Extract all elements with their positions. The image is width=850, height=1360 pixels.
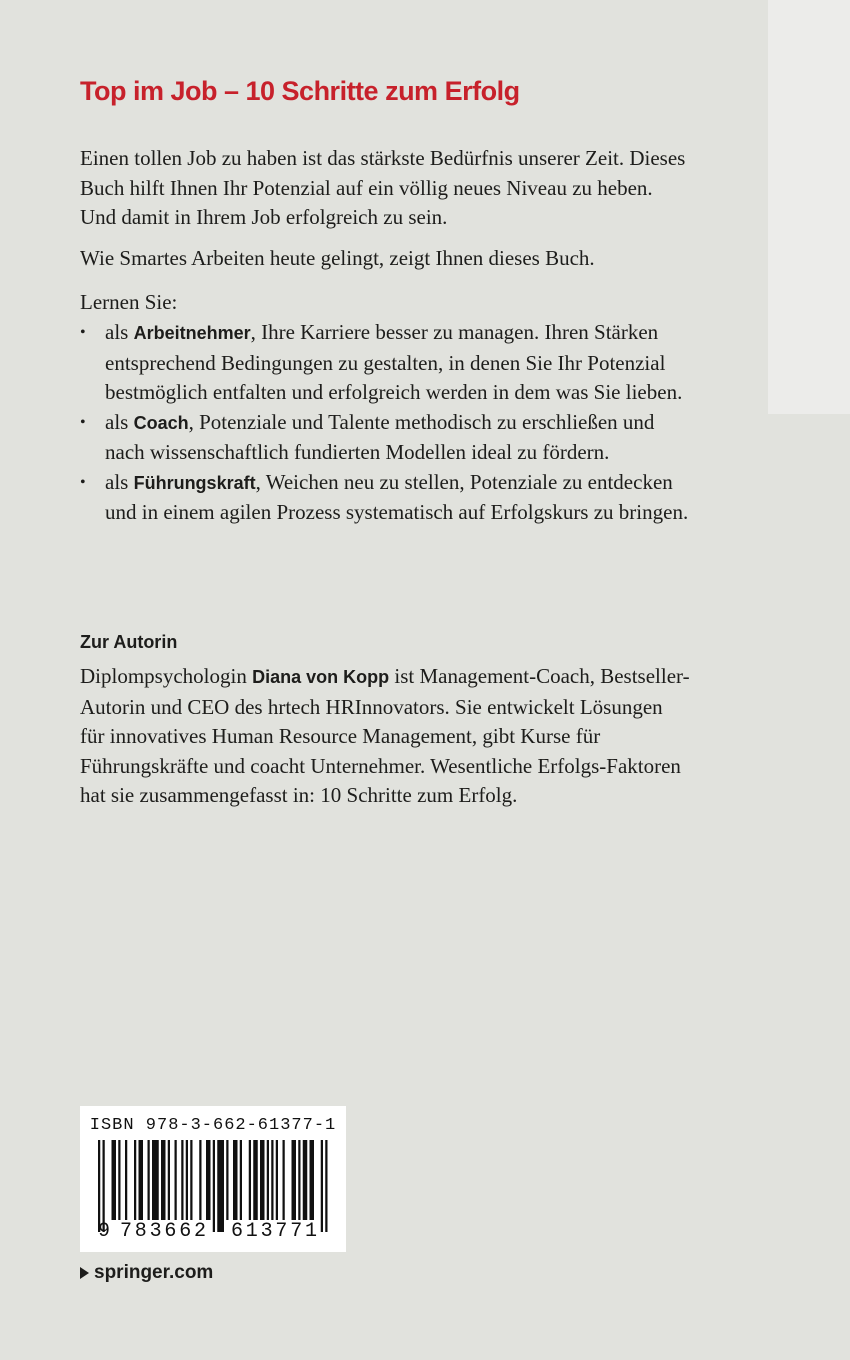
barcode-bar <box>134 1140 136 1220</box>
barcode-bar <box>283 1140 285 1220</box>
book-title: Top im Job – 10 Schritte zum Erfolg <box>80 76 520 106</box>
barcode-bar <box>217 1140 224 1232</box>
barcode-bars <box>98 1140 328 1232</box>
publisher-link[interactable] <box>80 1262 213 1284</box>
bullet-icon: • <box>80 413 86 431</box>
triangle-arrow-icon <box>80 1267 89 1279</box>
barcode-bar <box>260 1140 265 1220</box>
list-item: • als Arbeitnehmer, Ihre Karriere besser zu managen. Ihren Stärken entsprechend Bedingungen zu gestalten, in denen Sie Ihr Potenzial bestmöglich entfalten und erfolgreich werden in dem was Sie lieben. <box>80 320 683 404</box>
author-bio: Diplompsychologin Diana von Kopp ist Management-Coach, Bestseller-Autorin und CEO des hrtech HRInnovators. Sie entwickelt Lösungen für innovatives Human Resource Management, gibt Kurse für Führungskräfte und coacht Unternehmer. Wesentliche Erfolgs-Faktoren hat sie zusammengefasst in: 10 Schritte zum Erfolg. <box>80 664 690 807</box>
barcode-first-digit: 9 <box>98 1220 111 1243</box>
list-item: • als Führungskraft, Weichen neu zu stellen, Potenziale zu entdecken und in einem agilen Prozess systematisch auf Erfolgskurs zu bringen. <box>80 469 689 524</box>
role-label: Arbeitnehmer <box>133 323 251 343</box>
barcode-bar <box>125 1140 127 1220</box>
barcode-bar <box>298 1140 300 1220</box>
barcode-bar <box>139 1140 144 1220</box>
barcode-bar <box>271 1140 273 1220</box>
learn-heading: Lernen Sie: <box>80 290 178 314</box>
barcode-bar <box>226 1140 228 1220</box>
role-label: Führungskraft <box>133 472 256 493</box>
barcode-bar <box>98 1140 100 1232</box>
barcode-bar <box>292 1140 297 1220</box>
barcode-bar <box>325 1140 327 1232</box>
list-item: • als Coach, Potenziale und Talente methodisch zu erschließen und nach wissenschaftlich fundierten Modellen ideal zu fördern. <box>80 409 655 464</box>
barcode-bar <box>321 1140 323 1232</box>
barcode-bar <box>310 1140 315 1220</box>
barcode-bar <box>161 1140 166 1220</box>
role-label: Coach <box>133 412 189 433</box>
barcode-bar <box>233 1140 238 1220</box>
barcode-bar <box>152 1140 159 1220</box>
barcode-bar <box>206 1140 211 1220</box>
barcode-left-digits: 783662 <box>120 1220 209 1243</box>
barcode-bar <box>253 1140 258 1220</box>
barcode-bar <box>186 1140 188 1220</box>
barcode-bar <box>148 1140 150 1220</box>
barcode-bar <box>276 1140 278 1220</box>
barcode-bar <box>249 1140 251 1220</box>
benefit-list <box>80 318 690 528</box>
isbn-label: ISBN 978-3-662-61377-1 <box>89 1116 337 1135</box>
barcode-bar <box>103 1140 105 1232</box>
barcode-bar <box>175 1140 177 1220</box>
publisher-url: springer.com <box>94 1262 214 1283</box>
barcode-bar <box>213 1140 215 1232</box>
spine-strip <box>768 0 850 414</box>
barcode-bar <box>190 1140 192 1220</box>
author-heading: Zur Autorin <box>80 632 178 652</box>
bullet-icon: • <box>80 473 86 491</box>
isbn-barcode <box>80 1106 346 1252</box>
intro-paragraph: Einen tollen Job zu haben ist das stärkste Bedürfnis unserer Zeit. Dieses Buch hilft Ihnen Ihr Potenzial auf ein völlig neues Niveau zu heben. Und damit in Ihrem Job erfolgreich zu sein. <box>80 146 686 229</box>
bullet-icon: • <box>80 324 86 341</box>
smart-work-paragraph: Wie Smartes Arbeiten heute gelingt, zeigt Ihnen dieses Buch. <box>80 246 595 270</box>
barcode-bar <box>112 1140 117 1220</box>
barcode-bar <box>168 1140 170 1220</box>
barcode-bar <box>267 1140 269 1220</box>
barcode-bar <box>181 1140 183 1220</box>
barcode-bar <box>240 1140 242 1220</box>
barcode-bar <box>118 1140 120 1220</box>
barcode-bar <box>199 1140 201 1220</box>
barcode-bar <box>303 1140 308 1220</box>
barcode-right-digits: 613771 <box>231 1220 320 1243</box>
author-name: Diana von Kopp <box>252 667 390 687</box>
